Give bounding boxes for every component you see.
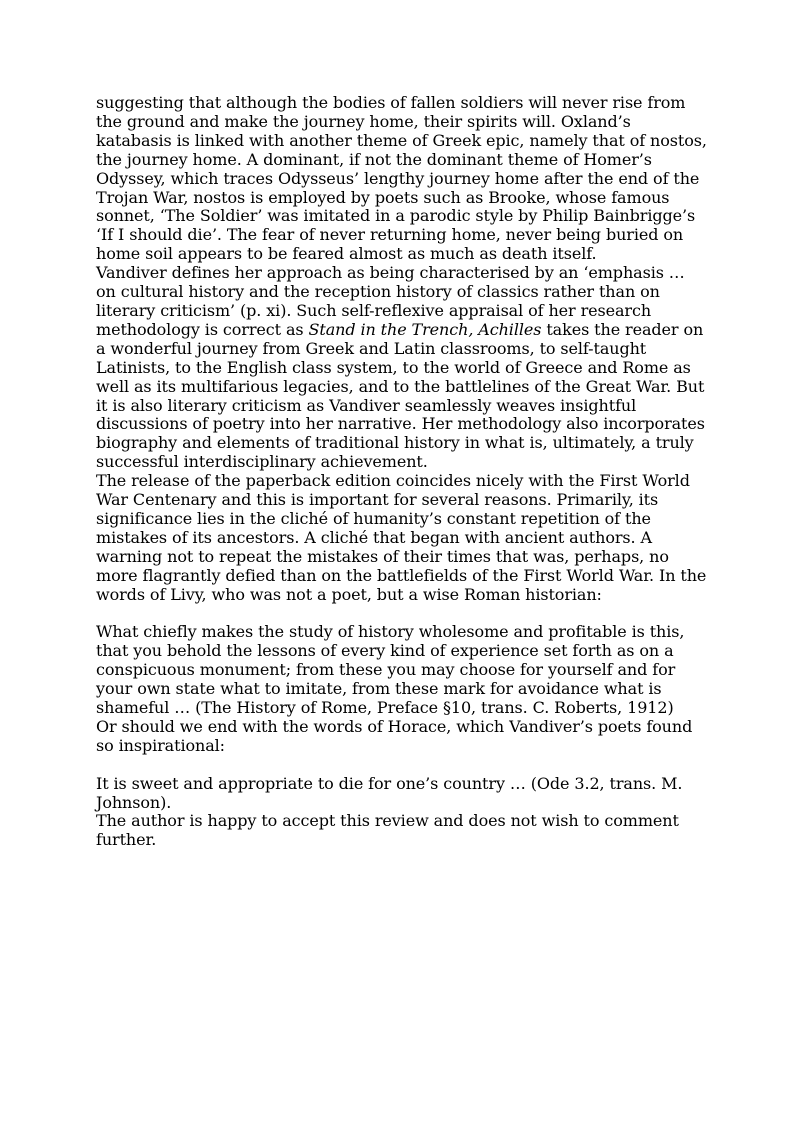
- methodology-text-start: Vandiver defines her approach as being characterised by an ‘emphasis … on cultural history and the reception history of classics rather than on literary criticism’ (p. xi). Such self-reflexive appraisal of her research methodology is correct as: [96, 263, 685, 339]
- paragraph-nostos: suggesting that although the bodies of fallen soldiers will never rise from the ground and make the journey home, their spirits will. Oxland’s katabasis is linked with another theme of Greek epic, namely that of nostos, the journey home. A dominant, if not the dominant theme of Homer’s Odyssey, which traces Odysseus’ lengthy journey home after the end of the Trojan War, nostos is employed by poets such as Brooke, whose famous sonnet, ‘The Soldier’ was imitated in a parodic style by Philip Bainbrigge’s ‘If I should die’. The fear of never returning home, never being buried on home soil appears to be feared almost as much as death itself.: [96, 93, 707, 264]
- book-title: Stand in the Trench, Achilles: [308, 319, 542, 339]
- livy-quote: What chiefly makes the study of history wholesome and profitable is this, that you behold the lessons of every kind of experience set forth as on a conspicuous monument; from these you may choose for yourself and for your own state what to imitate, from these mark for avoidance what is shameful … (The History of Rome, Preface §10, trans. C. Roberts, 1912): [96, 622, 685, 717]
- paragraph-author-response: The author is happy to accept this review and does not wish to comment further.: [96, 811, 679, 850]
- document-body: [96, 94, 708, 850]
- paragraph-centenary: The release of the paperback edition coincides nicely with the First World War Centenary and this is important for several reasons. Primarily, its significance lies in the cliché of humanity’s constant repetition of the mistakes of its ancestors. A cliché that began with ancient authors. A warning not to repeat the mistakes of their times that was, perhaps, no more flagrantly defied than on the battlefields of the First World War. In the words of Livy, who was not a poet, but a wise Roman historian:: [96, 471, 707, 604]
- paragraph-horace-intro: Or should we end with the words of Horace, which Vandiver’s poets found so inspirational:: [96, 716, 693, 755]
- paragraph-methodology: [96, 264, 708, 472]
- methodology-text-end: takes the reader on a wonderful journey from Greek and Latin classrooms, to self-taught Latinists, to the English class system, to the world of Greece and Rome as well as its multifarious legacies, and to the battlelines of the Great War. But it is also literary criticism as Vandiver seamlessly weaves insightful discussions of poetry into her narrative. Her methodology also incorporates biography and elements of traditional history in what is, ultimately, a truly successful interdisciplinary achievement.: [96, 319, 705, 472]
- horace-quote: It is sweet and appropriate to die for one’s country … (Ode 3.2, trans. M. Johnson).: [96, 773, 683, 812]
